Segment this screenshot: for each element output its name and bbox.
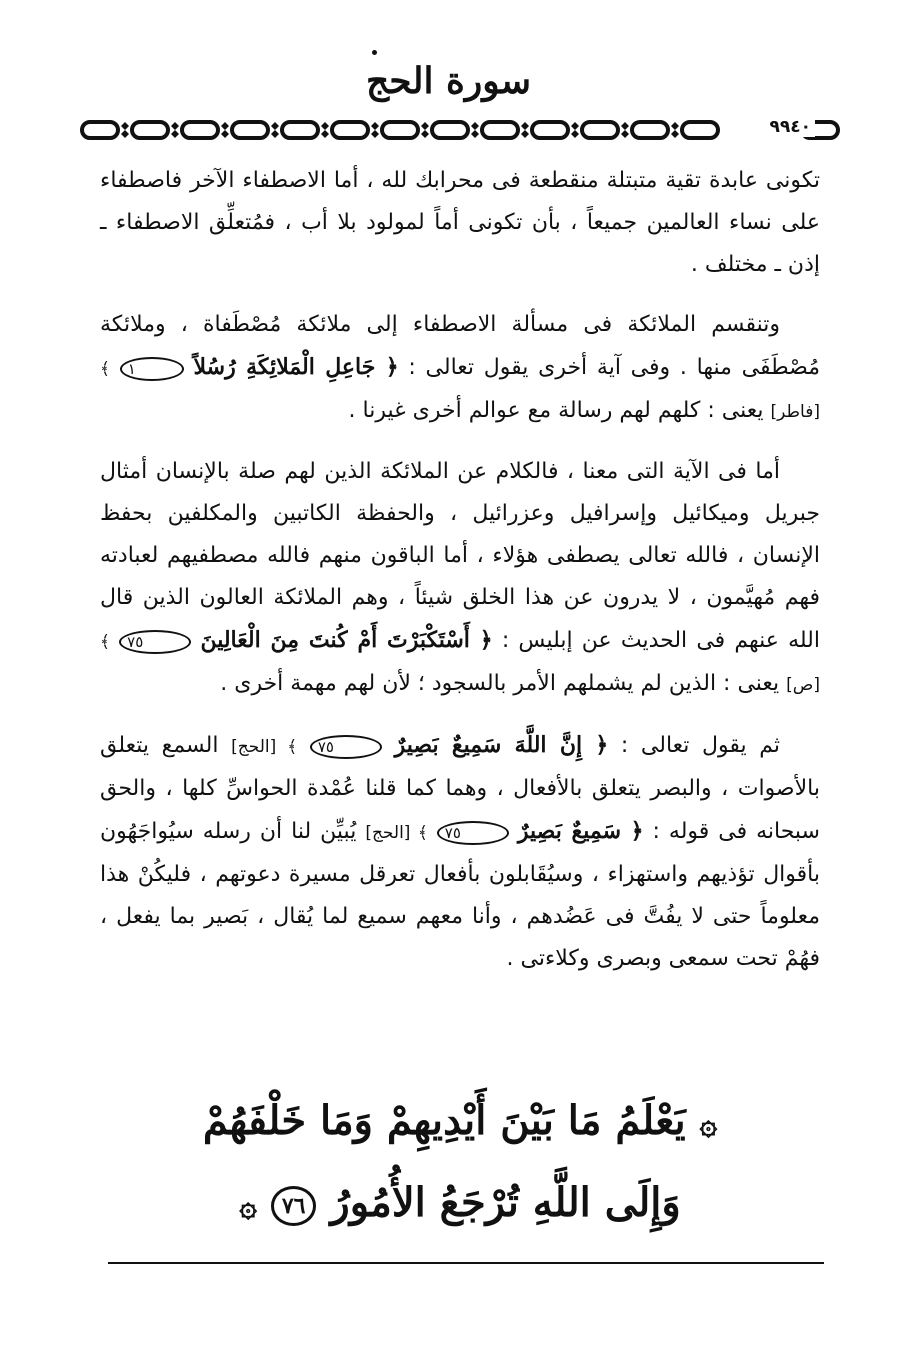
paragraph-2-tail: يعنى : كلهم لهم رسالة مع عوالم أخرى غيرنا . [348, 398, 764, 423]
paragraph-3-tail: يعنى : الذين لم يشملهم الأمر بالسجود ؛ لأن لهم مهمة أخرى . [220, 671, 780, 696]
surah-reference: ﴾ [الحج] [365, 823, 428, 843]
verse-open-ornament-icon: ۞ [699, 1107, 718, 1142]
quran-quote-fatir: ﴿ جَاعِلِ الْمَلائِكَةِ رُسُلاً [193, 354, 399, 380]
paragraph-2 [100, 304, 820, 433]
surah-reference: ﴾ [فاطر] [100, 359, 820, 422]
verse-number-medallion: ٧٦ [271, 1186, 317, 1226]
quran-quote-hajj: ﴿ إِنَّ اللَّهَ سَمِيعٌ بَصِيرٌ [394, 732, 609, 758]
verse-line-1-text: يَعْلَمُ مَا بَيْنَ أَيْدِيهِمْ وَمَا خَلْفَهُمْ [202, 1097, 686, 1144]
decorative-chain-border [80, 116, 840, 144]
verse-number-mark: ٧٥ [310, 735, 382, 759]
paragraph-4-tail: يُبيِّن لنا أن رسله سيُواجَهُون بأقوال تؤذيهم واستهزاء ، وسيُقَابلون بأفعال تعرقل مسيرة دعوتهم ، فليكُنْ هذا معلوماً حتى لا يفُتَّ فى عَضُدهم ، وأنا معهم سميع لما يُقال ، بَصير بما يفعل ، فهُمْ تحت سمعى وبصرى وكلاءتى . [100, 819, 820, 971]
paragraph-2-text: وتنقسم الملائكة فى مسألة الاصطفاء إلى ملائكة مُصْطَفاة ، وملائكة مُصْطَفَى منها . وفى آية أخرى يقول تعالى : [100, 312, 821, 380]
quran-verse-block [200, 1082, 720, 1246]
verse-number-mark: ٧٥ [437, 821, 509, 845]
verse-number-mark: ١ [120, 357, 184, 381]
footer-rule [108, 1262, 824, 1264]
page-number: ٩٩٤٠ [765, 117, 815, 137]
paragraph-4-mid: السمع يتعلق بالأصوات ، والبصر يتعلق بالأفعال ، وهما كما قلنا عُمْدة الحواسِّ كلها ، والحق سبحانه فى قوله : [100, 733, 820, 844]
paragraph-4-text: ثم يقول تعالى : [620, 733, 781, 758]
verse-close-ornament-icon: ۞ [239, 1189, 257, 1224]
surah-title: سورة الحج [366, 60, 531, 102]
surah-reference: ﴾ [الحج] [231, 737, 298, 757]
surah-reference: ﴾ [ص] [100, 632, 820, 695]
paragraph-4 [100, 724, 820, 980]
quran-quote-sad: ﴿ أَسْتَكْبَرْتَ أَمْ كُنتَ مِنَ الْعَالِينَ [200, 627, 493, 653]
paragraph-3-text: أما فى الآية التى معنا ، فالكلام عن الملائكة الذين لهم صلة بالإنسان أمثال جبريل وميكائيل وإسرافيل وعزرائيل ، والحفظة الكاتبين والمكلفين بحفظ الإنسان ، فالله تعالى يصطفى هؤلاء ، أما الباقون منهم فالله مصطفيهم لعبادته فهم مُهيَّمون ، لا يدرون عن هذا الخلق شيئاً ، وهم الملائكة العالون الذين قال الله عنهم فى الحديث عن إبليس : [100, 459, 820, 653]
verse-line-2-text: وَإِلَى اللَّهِ تُرْجَعُ الأُمُورُ [330, 1179, 681, 1226]
verse-line-2 [200, 1164, 720, 1246]
verse-line-1 [200, 1082, 720, 1164]
verse-number-mark: ٧٥ [119, 630, 191, 654]
page-number-box [747, 117, 837, 139]
paragraph-3 [100, 451, 820, 706]
paragraph-1: تكونى عابدة تقية متبتلة منقطعة فى محرابك لله ، أما الاصطفاء الآخر فاصطفاء على نساء العالمين جميعاً ، بأن تكونى أماً لمولود بلا أب ، فمُتعلِّق الاصطفاء ـ إذن ـ مختلف . [100, 168, 820, 277]
body-text [100, 160, 820, 998]
quran-quote-hajj-2: ﴿ سَمِيعٌ بَصِيرٌ [517, 818, 644, 844]
top-dot [372, 50, 377, 55]
